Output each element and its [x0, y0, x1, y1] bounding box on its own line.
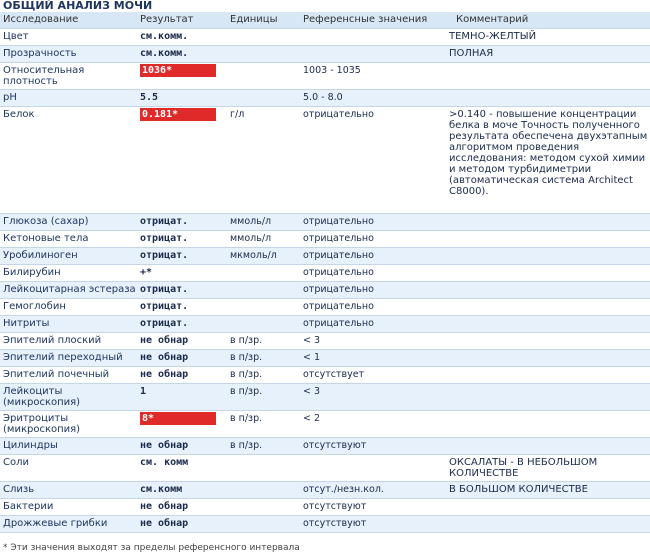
row-result-cell: [137, 90, 227, 107]
row-result-cell: [137, 107, 227, 214]
row-comment: [446, 438, 650, 455]
row-unit: [227, 482, 300, 499]
row-result-cell: [137, 350, 227, 367]
row-test-name: Бактерии: [0, 499, 137, 516]
row-reference: < 1: [300, 350, 446, 367]
report-title: ОБЩИЙ АНАЛИЗ МОЧИ: [3, 0, 153, 12]
row-reference: < 3: [300, 384, 446, 411]
row-test-name: Соли: [0, 455, 137, 482]
abnormal-result-badge: 0.181*: [140, 108, 216, 121]
column-header-unit: Единицы: [227, 12, 300, 29]
row-result-value: не обнар: [140, 369, 189, 380]
row-reference: отрицательно: [300, 265, 446, 282]
column-header-result: Результат: [137, 12, 227, 29]
row-comment: >0.140 - повышение концентрации белка в моче Точность полученного результата обеспечена двухэтапным алгоритмом проведения исследования: методом сухой химии и методом турбидиметрии (автоматическая система Architect C8000).: [446, 107, 650, 214]
row-test-name: Относительная плотность: [0, 63, 137, 90]
table-row: [0, 29, 650, 46]
row-reference: отрицательно: [300, 299, 446, 316]
row-result-cell: [137, 29, 227, 46]
row-comment: [446, 384, 650, 411]
row-unit: [227, 265, 300, 282]
row-unit: [227, 455, 300, 482]
row-result-value: отрицат.: [140, 233, 189, 244]
row-test-name: Дрожжевые грибки: [0, 516, 137, 533]
row-test-name: Глюкоза (сахар): [0, 214, 137, 231]
row-reference: отрицательно: [300, 282, 446, 299]
row-test-name: Лейкоциты (микроскопия): [0, 384, 137, 411]
row-result-value: не обнар: [140, 335, 189, 346]
row-test-name: Уробилиноген: [0, 248, 137, 265]
row-result-cell: [137, 63, 227, 90]
row-comment: ТЕМНО-ЖЕЛТЫЙ: [446, 29, 650, 46]
row-reference: отсутствует: [300, 367, 446, 384]
row-unit: мкмоль/л: [227, 248, 300, 265]
row-test-name: Белок: [0, 107, 137, 214]
table-row: [0, 231, 650, 248]
row-comment: ОКСАЛАТЫ - В НЕБОЛЬШОМ КОЛИЧЕСТВЕ: [446, 455, 650, 482]
row-unit: в п/зр.: [227, 333, 300, 350]
row-reference: отрицательно: [300, 107, 446, 214]
row-result-cell: [137, 499, 227, 516]
results-table: [0, 12, 650, 533]
table-row: [0, 350, 650, 367]
table-row: [0, 299, 650, 316]
row-result-value: отрицат.: [140, 284, 189, 295]
row-comment: [446, 214, 650, 231]
table-row: [0, 107, 650, 214]
row-unit: [227, 516, 300, 533]
table-row: [0, 367, 650, 384]
table-row: [0, 46, 650, 63]
row-result-value: отрицат.: [140, 250, 189, 261]
abnormal-result-badge: 8*: [140, 412, 216, 425]
row-reference: < 3: [300, 333, 446, 350]
table-row: [0, 516, 650, 533]
table-row: [0, 282, 650, 299]
row-comment: [446, 411, 650, 438]
row-result-cell: [137, 333, 227, 350]
table-row: [0, 438, 650, 455]
row-unit: [227, 29, 300, 46]
row-unit: г/л: [227, 107, 300, 214]
row-result-cell: [137, 282, 227, 299]
row-reference: отсутствуют: [300, 438, 446, 455]
row-test-name: Эпителий переходный: [0, 350, 137, 367]
row-reference: [300, 455, 446, 482]
row-result-cell: [137, 214, 227, 231]
row-result-cell: [137, 248, 227, 265]
row-comment: [446, 367, 650, 384]
row-result-cell: [137, 316, 227, 333]
row-result-value: см.комм: [140, 484, 183, 495]
row-comment: [446, 333, 650, 350]
row-reference: 5.0 - 8.0: [300, 90, 446, 107]
row-comment: ПОЛНАЯ: [446, 46, 650, 63]
row-result-cell: [137, 438, 227, 455]
row-unit: в п/зр.: [227, 367, 300, 384]
row-unit: ммоль/л: [227, 231, 300, 248]
row-result-cell: [137, 231, 227, 248]
row-comment: [446, 248, 650, 265]
row-comment: [446, 231, 650, 248]
row-reference: отрицательно: [300, 248, 446, 265]
row-comment: [446, 350, 650, 367]
row-test-name: Эритроциты (микроскопия): [0, 411, 137, 438]
row-result-value: 5.5: [140, 92, 159, 103]
row-unit: [227, 316, 300, 333]
row-result-cell: [137, 384, 227, 411]
table-row: [0, 333, 650, 350]
row-test-name: Билирубин: [0, 265, 137, 282]
row-unit: [227, 499, 300, 516]
row-reference: отрицательно: [300, 231, 446, 248]
row-test-name: Эпителий плоский: [0, 333, 137, 350]
row-result-cell: [137, 367, 227, 384]
row-result-value: см.комм.: [140, 48, 189, 59]
table-row: [0, 384, 650, 411]
row-unit: ммоль/л: [227, 214, 300, 231]
row-unit: [227, 299, 300, 316]
footnote: * Эти значения выходят за пределы референсного интервала: [3, 543, 300, 553]
table-row: [0, 316, 650, 333]
row-result-cell: [137, 299, 227, 316]
row-comment: [446, 265, 650, 282]
row-result-value: не обнар: [140, 518, 189, 529]
row-result-cell: [137, 516, 227, 533]
row-unit: [227, 63, 300, 90]
row-reference: 1003 - 1035: [300, 63, 446, 90]
row-test-name: Нитриты: [0, 316, 137, 333]
row-result-value: см. комм: [140, 457, 189, 468]
table-row: [0, 499, 650, 516]
table-row: [0, 411, 650, 438]
row-reference: < 2: [300, 411, 446, 438]
row-result-cell: [137, 265, 227, 282]
row-result-value: отрицат.: [140, 318, 189, 329]
column-header-ref: Референсные значения: [300, 12, 446, 29]
row-result-value: отрицат.: [140, 216, 189, 227]
row-test-name: Слизь: [0, 482, 137, 499]
row-reference: отсутствуют: [300, 516, 446, 533]
row-reference: [300, 46, 446, 63]
row-unit: в п/зр.: [227, 411, 300, 438]
row-result-value: +*: [140, 267, 153, 278]
column-header-comment: Комментарий: [446, 12, 650, 29]
row-result-cell: [137, 455, 227, 482]
column-header-name: Исследование: [0, 12, 137, 29]
row-result-cell: [137, 411, 227, 438]
row-unit: [227, 282, 300, 299]
abnormal-result-badge: 1036*: [140, 64, 216, 77]
row-test-name: Цвет: [0, 29, 137, 46]
table-row: [0, 482, 650, 499]
row-result-value: отрицат.: [140, 301, 189, 312]
row-test-name: Цилиндры: [0, 438, 137, 455]
table-row: [0, 63, 650, 90]
row-reference: [300, 29, 446, 46]
row-comment: [446, 316, 650, 333]
row-result-value: не обнар: [140, 440, 189, 451]
row-unit: в п/зр.: [227, 350, 300, 367]
row-test-name: pH: [0, 90, 137, 107]
row-result-cell: [137, 482, 227, 499]
row-comment: [446, 90, 650, 107]
row-reference: отрицательно: [300, 214, 446, 231]
table-row: [0, 455, 650, 482]
row-unit: [227, 90, 300, 107]
row-test-name: Кетоновые тела: [0, 231, 137, 248]
row-test-name: Гемоглобин: [0, 299, 137, 316]
row-reference: отсут./незн.кол.: [300, 482, 446, 499]
row-comment: [446, 499, 650, 516]
row-test-name: Эпителий почечный: [0, 367, 137, 384]
row-result-value: не обнар: [140, 352, 189, 363]
table-row: [0, 90, 650, 107]
table-row: [0, 214, 650, 231]
row-test-name: Прозрачность: [0, 46, 137, 63]
table-body: [0, 29, 650, 533]
row-result-value: не обнар: [140, 501, 189, 512]
row-comment: [446, 299, 650, 316]
row-test-name: Лейкоцитарная эстераза: [0, 282, 137, 299]
row-comment: [446, 516, 650, 533]
row-reference: отсутствуют: [300, 499, 446, 516]
row-comment: В БОЛЬШОМ КОЛИЧЕСТВЕ: [446, 482, 650, 499]
table-row: [0, 248, 650, 265]
row-result-value: см.комм.: [140, 31, 189, 42]
row-unit: [227, 46, 300, 63]
row-reference: отрицательно: [300, 316, 446, 333]
row-result-cell: [137, 46, 227, 63]
row-comment: [446, 63, 650, 90]
table-row: [0, 265, 650, 282]
row-unit: в п/зр.: [227, 438, 300, 455]
row-result-value: 1: [140, 386, 147, 397]
row-comment: [446, 282, 650, 299]
table-header-row: [0, 12, 650, 29]
row-unit: в п/зр.: [227, 384, 300, 411]
